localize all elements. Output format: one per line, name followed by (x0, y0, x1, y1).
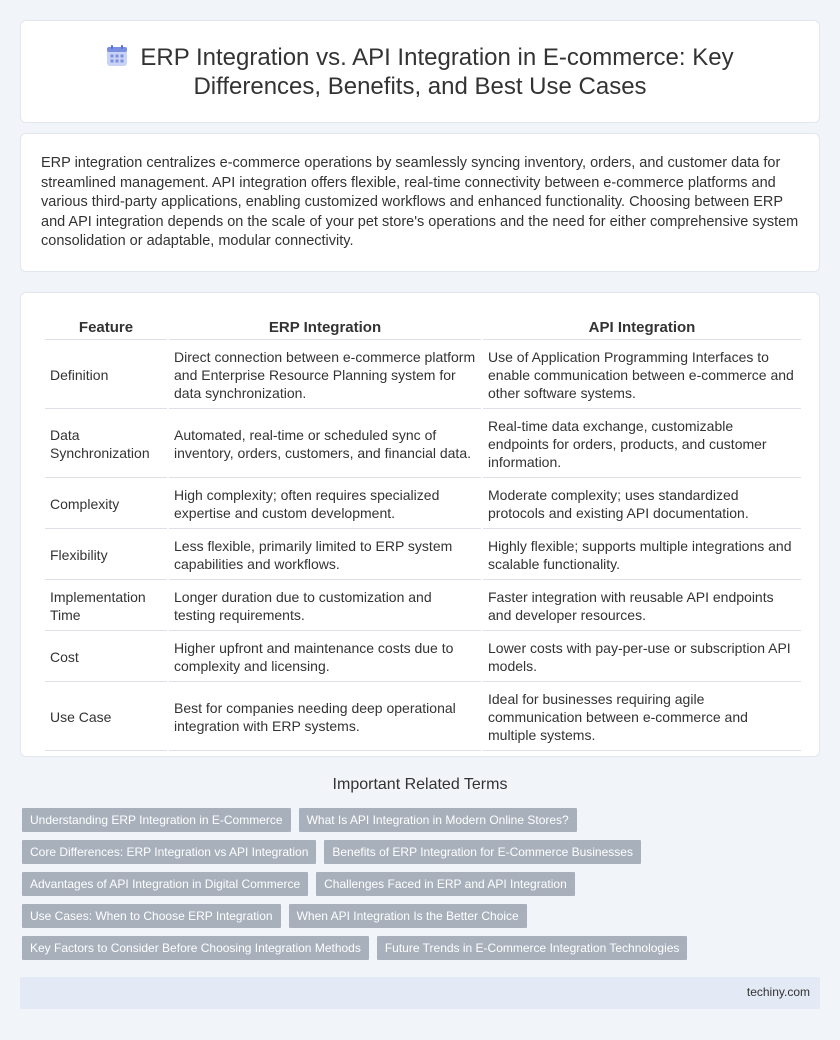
page-title-wrap (61, 43, 779, 101)
intro-card (20, 133, 820, 272)
header-erp: ERP Integration (169, 315, 481, 340)
cell-api: Moderate complexity; uses standardized protocols and existing API documentation. (483, 480, 801, 529)
header-api: API Integration (483, 315, 801, 340)
title-card (20, 20, 820, 123)
table-row (45, 480, 801, 529)
cell-api: Highly flexible; supports multiple integrations and scalable functionality. (483, 531, 801, 580)
table-row (45, 633, 801, 682)
header-feature: Feature (45, 315, 167, 340)
cell-feature: Flexibility (45, 531, 167, 580)
comparison-table (43, 313, 803, 753)
cell-erp: High complexity; often requires specialized expertise and custom development. (169, 480, 481, 529)
table-row (45, 531, 801, 580)
cell-feature: Use Case (45, 684, 167, 751)
cell-erp: Longer duration due to customization and testing requirements. (169, 582, 481, 631)
cell-api: Faster integration with reusable API endpoints and developer resources. (483, 582, 801, 631)
related-term-tag[interactable]: What Is API Integration in Modern Online Stores? (299, 808, 577, 832)
footer (20, 977, 820, 1009)
related-term-tag[interactable]: Advantages of API Integration in Digital Commerce (22, 872, 308, 896)
table-row (45, 411, 801, 478)
cell-feature: Data Synchronization (45, 411, 167, 478)
related-terms-title: Important Related Terms (332, 776, 508, 793)
cell-erp: Less flexible, primarily limited to ERP system capabilities and workflows. (169, 531, 481, 580)
footer-site-link[interactable]: techiny.com (746, 985, 810, 999)
related-term-tag[interactable]: Challenges Faced in ERP and API Integration (316, 872, 575, 896)
comparison-card (20, 292, 820, 757)
cell-erp: Best for companies needing deep operational integration with ERP systems. (169, 684, 481, 751)
cell-feature: Complexity (45, 480, 167, 529)
cell-api: Use of Application Programming Interfaces to enable communication between e-commerce and other software systems. (483, 342, 801, 409)
cell-api: Lower costs with pay-per-use or subscription API models. (483, 633, 801, 682)
cell-api: Real-time data exchange, customizable endpoints for orders, products, and customer information. (483, 411, 801, 478)
cell-erp: Direct connection between e-commerce platform and Enterprise Resource Planning system for data synchronization. (169, 342, 481, 409)
related-terms-list (22, 808, 822, 960)
cell-api: Ideal for businesses requiring agile communication between e-commerce and multiple systems. (483, 684, 801, 751)
related-term-tag[interactable]: When API Integration Is the Better Choice (289, 904, 527, 928)
table-header-row (45, 315, 801, 340)
table-row (45, 684, 801, 751)
intro-paragraph: ERP integration centralizes e-commerce operations by seamlessly syncing inventory, orders, and customer data for streamlined management. API integration offers flexible, real-time connectivity between e-commerce platforms and various third-party applications, enabling customized workflows and enhanced functionality. Choosing between ERP and API integration depends on the scale of your pet store's operations and the need for either comprehensive system consolidation or adaptable, modular connectivity. (41, 155, 799, 249)
table-row (45, 582, 801, 631)
cell-erp: Automated, real-time or scheduled sync of inventory, orders, customers, and financial data. (169, 411, 481, 478)
cell-erp: Higher upfront and maintenance costs due to complexity and licensing. (169, 633, 481, 682)
related-term-tag[interactable]: Benefits of ERP Integration for E-Commerce Businesses (324, 840, 641, 864)
related-term-tag[interactable]: Key Factors to Consider Before Choosing Integration Methods (22, 936, 369, 960)
table-row (45, 342, 801, 409)
page-title: ERP Integration vs. API Integration in E-commerce: Key Differences, Benefits, and Best Use Cases (140, 43, 734, 100)
cell-feature: Cost (45, 633, 167, 682)
related-term-tag[interactable]: Understanding ERP Integration in E-Commerce (22, 808, 291, 832)
related-term-tag[interactable]: Core Differences: ERP Integration vs API Integration (22, 840, 316, 864)
cell-feature: Implementation Time (45, 582, 167, 631)
cell-feature: Definition (45, 342, 167, 409)
related-term-tag[interactable]: Future Trends in E-Commerce Integration Technologies (377, 936, 688, 960)
related-term-tag[interactable]: Use Cases: When to Choose ERP Integration (22, 904, 281, 928)
calendar-icon (106, 45, 128, 67)
